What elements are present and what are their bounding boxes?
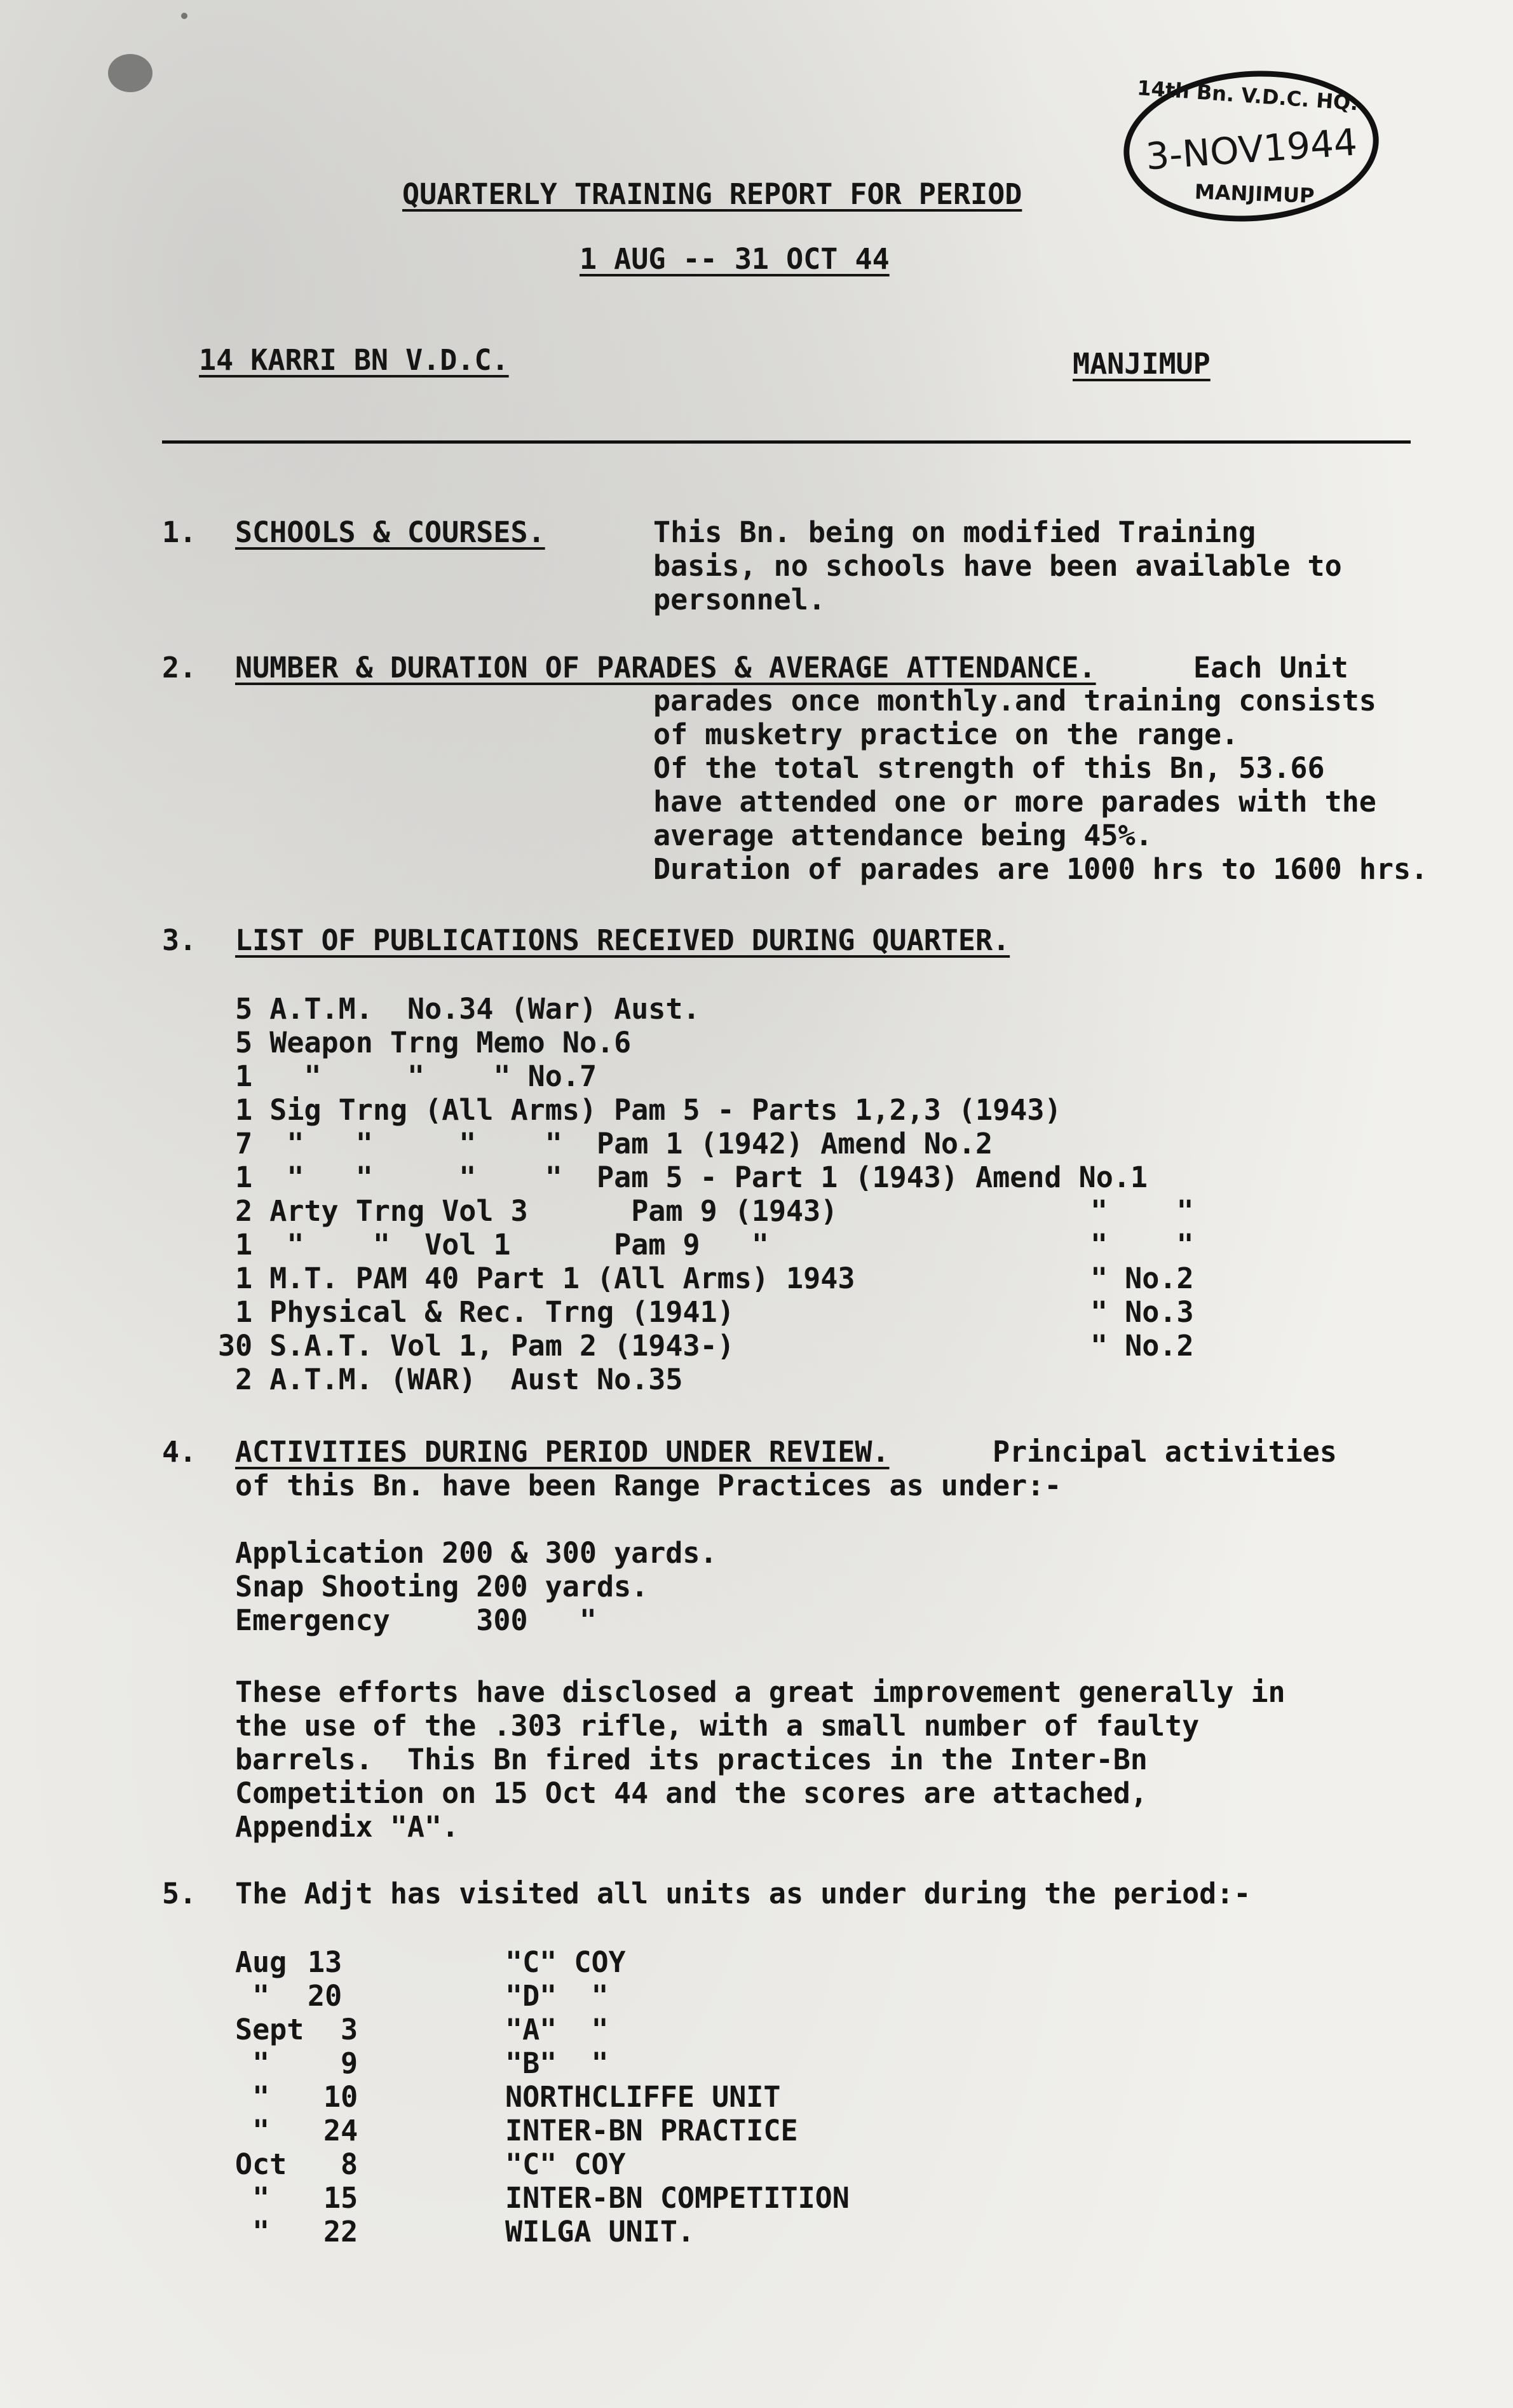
section-4-paragraph: Appendix "A". <box>235 1810 459 1844</box>
section-2-heading: NUMBER & DURATION OF PARADES & AVERAGE ATTENDANCE. <box>235 651 1096 684</box>
publication-amend: " No.2 <box>1090 1262 1194 1295</box>
publication-item: 7 " " " " Pam 1 (1942) Amend No.2 <box>218 1127 993 1160</box>
visit-day: 22 <box>323 2215 358 2248</box>
visit-month: Oct <box>235 2147 287 2181</box>
section-1-line: basis, no schools have been available to <box>653 549 1342 583</box>
visit-day: 13 <box>308 1945 343 1979</box>
publication-amend: " No.3 <box>1090 1295 1194 1329</box>
section-2-line: average attendance being 45%. <box>653 819 1153 852</box>
visit-month: " <box>235 1979 270 2013</box>
publication-item: 30 S.A.T. Vol 1, Pam 2 (1943-) <box>218 1329 735 1363</box>
section-2-first: Each Unit <box>1193 651 1348 684</box>
visit-month: " <box>235 2080 270 2114</box>
visit-month: " <box>235 2181 270 2215</box>
publication-amend: " " <box>1090 1228 1194 1262</box>
publication-item: 2 Arty Trng Vol 3 Pam 9 (1943) <box>218 1194 838 1228</box>
smudge <box>181 13 187 19</box>
publication-item: 1 M.T. PAM 40 Part 1 (All Arms) 1943 <box>218 1262 855 1295</box>
section-4-paragraph: the use of the .303 rifle, with a small number of faulty <box>235 1709 1200 1743</box>
publication-item: 1 " " " No.7 <box>218 1059 597 1093</box>
section-2-number: 2. <box>162 651 197 684</box>
visit-day: 15 <box>323 2181 358 2215</box>
section-1-line: This Bn. being on modified Training <box>653 515 1256 549</box>
section-2-line: Of the total strength of this Bn, 53.66 <box>653 751 1325 785</box>
visit-day: 24 <box>323 2114 358 2147</box>
battalion-hq-stamp <box>1118 62 1383 229</box>
visit-unit: "D" " <box>505 1979 609 2013</box>
visit-unit: INTER-BN PRACTICE <box>505 2114 798 2147</box>
report-title: QUARTERLY TRAINING REPORT FOR PERIOD <box>402 177 1022 211</box>
visit-unit: "A" " <box>505 2013 609 2046</box>
visit-day: 20 <box>308 1979 343 2013</box>
visit-month: " <box>235 2114 270 2147</box>
place-name: MANJIMUP <box>1073 347 1211 381</box>
visit-month: " <box>235 2046 270 2080</box>
section-5-intro: The Adjt has visited all units as under during the period:- <box>235 1877 1251 1910</box>
section-4-paragraph: These efforts have disclosed a great improvement generally in <box>235 1675 1286 1709</box>
section-4-heading: ACTIVITIES DURING PERIOD UNDER REVIEW. <box>235 1435 890 1469</box>
publication-item: 1 " " Vol 1 Pam 9 " <box>218 1228 769 1262</box>
section-4-paragraph: Competition on 15 Oct 44 and the scores are attached, <box>235 1776 1148 1810</box>
section-2-line: Duration of parades are 1000 hrs to 1600 hrs. <box>653 852 1428 886</box>
visit-day: 3 <box>341 2013 358 2046</box>
publication-item: 1 Sig Trng (All Arms) Pam 5 - Parts 1,2,3 (1943) <box>218 1093 1062 1127</box>
visit-month: " <box>235 2215 270 2248</box>
section-2-line: parades once monthly.and training consists <box>653 684 1376 718</box>
stamp-date: 3-NOV1944 <box>1144 120 1359 179</box>
range-practice: Snap Shooting 200 yards. <box>235 1570 649 1603</box>
header-divider <box>162 440 1411 444</box>
publication-item: 5 Weapon Trng Memo No.6 <box>218 1026 632 1059</box>
visit-day: 10 <box>323 2080 358 2114</box>
section-3-heading: LIST OF PUBLICATIONS RECEIVED DURING QUARTER. <box>235 923 1010 957</box>
section-1-number: 1. <box>162 515 197 549</box>
visit-month: Sept <box>235 2013 304 2046</box>
visit-unit: NORTHCLIFFE UNIT <box>505 2080 781 2114</box>
visit-unit: WILGA UNIT. <box>505 2215 695 2248</box>
publication-item: 1 Physical & Rec. Trng (1941) <box>218 1295 735 1329</box>
section-3-number: 3. <box>162 923 197 957</box>
publication-item: 1 " " " " Pam 5 - Part 1 (1943) Amend No.1 <box>218 1160 1148 1194</box>
unit-name: 14 KARRI BN V.D.C. <box>199 343 509 377</box>
section-5-number: 5. <box>162 1877 197 1910</box>
visit-month: Aug <box>235 1945 287 1979</box>
section-2-line: of musketry practice on the range. <box>653 718 1239 751</box>
visit-day: 8 <box>341 2147 358 2181</box>
publication-item: 2 A.T.M. (WAR) Aust No.35 <box>218 1363 683 1396</box>
publication-amend: " No.2 <box>1090 1329 1194 1363</box>
visit-unit: INTER-BN COMPETITION <box>505 2181 850 2215</box>
section-4-first: Principal activities <box>993 1435 1337 1469</box>
range-practice: Emergency 300 " <box>235 1603 597 1637</box>
section-1-line: personnel. <box>653 583 825 616</box>
section-4-number: 4. <box>162 1435 197 1469</box>
visit-day: 9 <box>341 2046 358 2080</box>
section-2-line: have attended one or more parades with the <box>653 785 1376 819</box>
publication-item: 5 A.T.M. No.34 (War) Aust. <box>218 992 700 1026</box>
range-practice: Application 200 & 300 yards. <box>235 1536 717 1570</box>
report-period: 1 AUG -- 31 OCT 44 <box>580 242 890 276</box>
smudge <box>108 54 153 92</box>
section-1-heading: SCHOOLS & COURSES. <box>235 515 545 549</box>
visit-unit: "C" COY <box>505 2147 626 2181</box>
stamp-bottom-text: MANJIMUP <box>1194 179 1315 208</box>
visit-unit: "C" COY <box>505 1945 626 1979</box>
visit-unit: "B" " <box>505 2046 609 2080</box>
section-4-line: of this Bn. have been Range Practices as under:- <box>235 1469 1062 1502</box>
publication-amend: " " <box>1090 1194 1194 1228</box>
section-4-paragraph: barrels. This Bn fired its practices in the Inter-Bn <box>235 1743 1148 1776</box>
stamp-top-text: 14th Bn. V.D.C. HQ. <box>1136 76 1359 116</box>
